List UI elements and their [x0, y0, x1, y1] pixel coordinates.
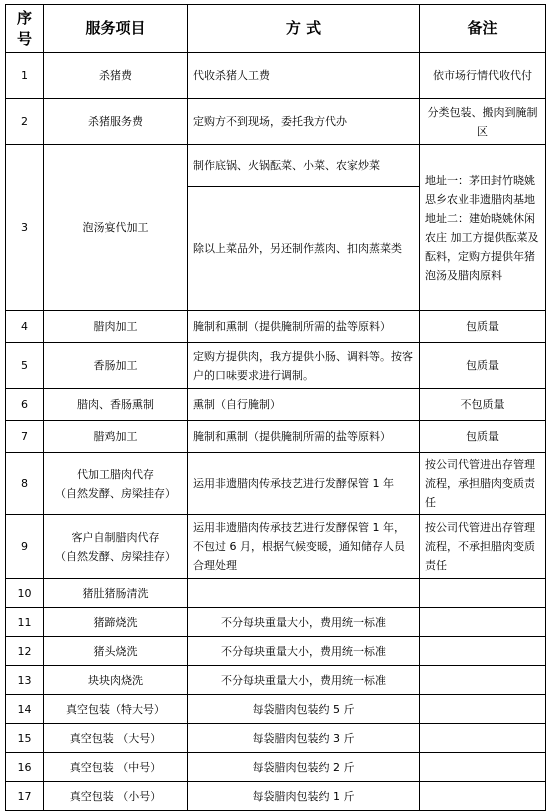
row-note: 不包质量	[420, 389, 546, 421]
row-item: 杀猪费	[44, 53, 188, 99]
row-note: 按公司代管进出存管理流程，承担腊肉变质责任	[420, 453, 546, 515]
header-row	[6, 5, 546, 53]
row-item: 猪蹄烧洗	[44, 608, 188, 637]
row-item: 真空包装 （大号）	[44, 724, 188, 753]
table-row	[6, 311, 546, 343]
row-no: 1	[6, 53, 44, 99]
table-row	[6, 579, 546, 608]
table-row	[6, 666, 546, 695]
row-no: 13	[6, 666, 44, 695]
row-method: 每袋腊肉包装约 2 斤	[188, 753, 420, 782]
table-row	[6, 389, 546, 421]
row-method: 不分每块重量大小，费用统一标准	[188, 608, 420, 637]
table-row	[6, 453, 546, 515]
table-row	[6, 421, 546, 453]
row-note	[420, 753, 546, 782]
row-method: 熏制（自行腌制）	[188, 389, 420, 421]
table-row	[6, 145, 546, 187]
row-item: 香肠加工	[44, 343, 188, 389]
row-item-sub: （自然发酵、房梁挂存）	[55, 549, 176, 563]
row-method: 腌制和熏制（提供腌制所需的盐等原料）	[188, 311, 420, 343]
row-item: 代加工腊肉代存	[77, 467, 154, 481]
row-method: 不分每块重量大小，费用统一标准	[188, 666, 420, 695]
header-item: 服务项目	[44, 5, 188, 53]
row-no: 3	[6, 145, 44, 311]
row-note: 包质量	[420, 311, 546, 343]
row-item: 腊肉加工	[44, 311, 188, 343]
table-row	[6, 343, 546, 389]
table-row	[6, 753, 546, 782]
table-row	[6, 724, 546, 753]
row-no: 8	[6, 453, 44, 515]
row-item: 块块肉烧洗	[44, 666, 188, 695]
row-method-a: 制作底锅、火锅酝菜、小菜、农家炒菜	[188, 145, 420, 187]
row-note	[420, 666, 546, 695]
header-note: 备注	[420, 5, 546, 53]
row-note	[420, 724, 546, 753]
row-item-cell	[44, 515, 188, 579]
row-item: 泡汤宴代加工	[44, 145, 188, 311]
row-method-b: 除以上菜品外，另还制作蒸肉、扣肉蒸菜类	[188, 187, 420, 311]
row-no: 9	[6, 515, 44, 579]
row-no: 16	[6, 753, 44, 782]
row-no: 4	[6, 311, 44, 343]
row-note: 地址一：茅田封竹晓姚思乡农业非遗腊肉基地 地址二：建始晓姚休闲农庄 加工方提供酝菜及酝料，定购方提供年猪泡汤及腊肉原料	[420, 145, 546, 311]
row-method	[188, 579, 420, 608]
row-no: 15	[6, 724, 44, 753]
row-no: 7	[6, 421, 44, 453]
row-no: 5	[6, 343, 44, 389]
row-item: 客户自制腊肉代存	[71, 530, 160, 544]
row-method: 每袋腊肉包装约 1 斤	[188, 782, 420, 811]
row-no: 17	[6, 782, 44, 811]
row-note	[420, 782, 546, 811]
row-method: 定购方不到现场，委托我方代办	[188, 99, 420, 145]
row-item: 猪肚猪肠清洗	[44, 579, 188, 608]
row-item: 腊鸡加工	[44, 421, 188, 453]
row-item: 杀猪服务费	[44, 99, 188, 145]
row-no: 6	[6, 389, 44, 421]
row-item: 真空包装 （小号）	[44, 782, 188, 811]
row-method: 每袋腊肉包装约 5 斤	[188, 695, 420, 724]
table-row	[6, 53, 546, 99]
row-method: 代收杀猪人工费	[188, 53, 420, 99]
row-method: 定购方提供肉，我方提供小肠、调料等。按客户的口味要求进行调制。	[188, 343, 420, 389]
row-method: 不分每块重量大小，费用统一标准	[188, 637, 420, 666]
row-no: 2	[6, 99, 44, 145]
table-row	[6, 99, 546, 145]
row-method: 腌制和熏制（提供腌制所需的盐等原料）	[188, 421, 420, 453]
row-note	[420, 579, 546, 608]
row-no: 14	[6, 695, 44, 724]
row-note	[420, 608, 546, 637]
row-note: 分类包装、搬肉到腌制区	[420, 99, 546, 145]
row-note: 按公司代管进出存管理流程，不承担腊肉变质责任	[420, 515, 546, 579]
row-no: 10	[6, 579, 44, 608]
table-row	[6, 695, 546, 724]
row-item: 猪头烧洗	[44, 637, 188, 666]
service-table	[5, 4, 546, 811]
row-no: 11	[6, 608, 44, 637]
table-row	[6, 782, 546, 811]
header-no: 序号	[6, 5, 44, 53]
row-note: 包质量	[420, 343, 546, 389]
row-item: 真空包装（特大号）	[44, 695, 188, 724]
row-item-sub: （自然发酵、房梁挂存）	[55, 486, 176, 500]
table-row	[6, 637, 546, 666]
row-note: 包质量	[420, 421, 546, 453]
row-method: 运用非遗腊肉传承技艺进行发酵保管 1 年，不包过 6 月，根据气候变暖，通知储存人员合理处理	[188, 515, 420, 579]
table-row	[6, 608, 546, 637]
row-no: 12	[6, 637, 44, 666]
row-method: 运用非遗腊肉传承技艺进行发酵保管 1 年	[188, 453, 420, 515]
table-row	[6, 515, 546, 579]
header-method: 方 式	[188, 5, 420, 53]
row-method: 每袋腊肉包装约 3 斤	[188, 724, 420, 753]
row-item-cell	[44, 453, 188, 515]
row-item: 真空包装 （中号）	[44, 753, 188, 782]
row-note	[420, 695, 546, 724]
row-note	[420, 637, 546, 666]
row-note: 依市场行情代收代付	[420, 53, 546, 99]
row-item: 腊肉、香肠熏制	[44, 389, 188, 421]
